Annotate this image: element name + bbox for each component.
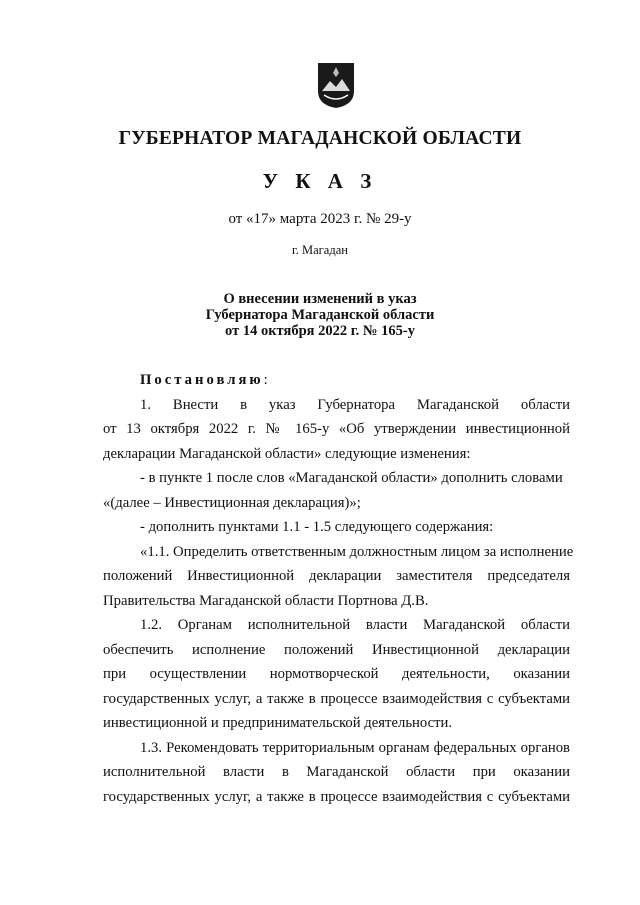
- body-line: 1.2. Органам исполнительной власти Магаданской области: [140, 617, 570, 633]
- subject-line: от 14 октября 2022 г. № 165-у: [225, 323, 415, 339]
- body-line: - в пункте 1 после слов «Магаданской области» дополнить словами: [140, 470, 563, 486]
- body-line: от 13 октября 2022 г. № 165-у «Об утверждении инвестиционной: [103, 421, 570, 437]
- document-subject: [0, 291, 640, 339]
- subject-line: О внесении изменений в указ: [223, 291, 417, 307]
- body-line: 1. Внести в указ Губернатора Магаданской области: [140, 396, 570, 413]
- document-type: У К А З: [262, 169, 378, 193]
- body-line: «(далее – Инвестиционная декларация)»;: [103, 494, 361, 511]
- body-line: государственных услуг, а также в процессе взаимодействия с субъектами: [103, 690, 570, 707]
- decree-heading: [103, 368, 570, 393]
- body-line: Правительства Магаданской области Портнова Д.В.: [103, 592, 429, 609]
- body-line: декларации Магаданской области» следующие изменения:: [103, 445, 471, 462]
- document-date: от «17» марта 2023 г. № 29-у: [228, 211, 412, 227]
- org-title: ГУБЕРНАТОР МАГАДАНСКОЙ ОБЛАСТИ: [118, 128, 522, 149]
- body-line: - дополнить пунктами 1.1 - 1.5 следующего содержания:: [140, 519, 494, 535]
- document-body: [103, 368, 574, 809]
- body-line: положений Инвестиционной декларации заместителя председателя: [103, 568, 570, 584]
- body-line: 1.3. Рекомендовать территориальным органам федеральных органов: [140, 739, 570, 756]
- body-line: «1.1. Определить ответственным должностным лицом за исполнение: [140, 543, 574, 560]
- decree-colon: :: [263, 372, 268, 388]
- decree-word: Постановляю: [140, 372, 264, 388]
- body-line: при осуществлении нормотворческой деятельности, оказании: [103, 666, 570, 682]
- document-city: г. Магадан: [292, 243, 348, 257]
- subject-line: Губернатора Магаданской области: [205, 307, 435, 323]
- body-line: обеспечить исполнение положений Инвестиционной декларации: [103, 641, 570, 658]
- body-line: исполнительной власти в Магаданской области при оказании: [103, 764, 570, 780]
- coat-of-arms-icon: [316, 61, 356, 109]
- body-line: государственных услуг, а также в процессе взаимодействия с субъектами: [103, 788, 570, 805]
- body-line: инвестиционной и предпринимательской деятельности.: [103, 715, 453, 731]
